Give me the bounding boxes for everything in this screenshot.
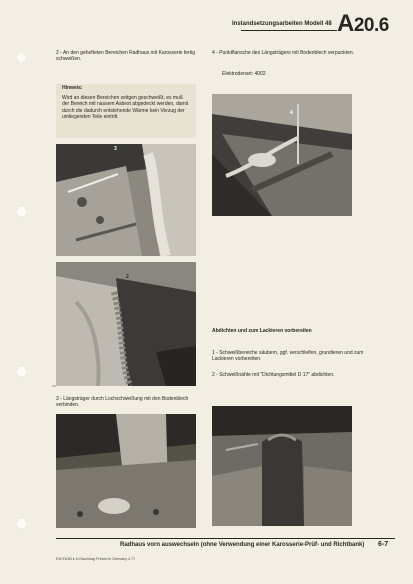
photo-longitudinal-member [212,94,352,216]
step-3-text: 3 - Längsträger durch Lochschweißung mit den Bodenblech verbinden. [56,396,189,409]
note-body: Wird an diesen Bereichen zeitgen geschweißt, es muß der Bereich mit nassem Asbest abgedeckt werden, damit durch die dadurch entstehende Wärme kein Verzug der umliegenden Teile eintritt. [62,95,189,121]
sealing-heading: Abdichten und zum Lackieren vorbereiten [212,328,312,334]
punch-hole [16,366,27,377]
punch-hole [16,52,27,63]
footer-title: Radhaus vorn auswechseln (ohne Verwendung einer Karosserie-Prüf- und Richtbank) [120,542,365,548]
header-rule [241,30,337,31]
note-heading: Hinweis: [62,85,83,91]
footer-rule [56,538,395,539]
punch-hole [16,206,27,217]
page-number: 6-7 [378,541,389,548]
photo-callout-label: 3 [114,146,117,152]
photo-wheelhouse-seam [56,262,196,386]
step-2-text: 2 - An den gehefteten Bereichen Radhaus mit Karosserie fertig schweißen. [56,50,195,63]
sealing-item-2: 2 - Schweißnähte mit "Dichtungsmittel D 17" abdichten. [212,372,335,378]
photo-wheelhouse-welding [56,144,196,256]
section-code-letter: A [337,10,354,37]
punch-hole [16,518,27,529]
photo-wheelhouse-welding-graphic [56,144,196,256]
print-code: EW-FA3B ♦ 10.Nachtrag Printed in Germany 4.77 [56,557,136,561]
photo-longitudinal-member-graphic [212,94,352,216]
step-4-text: 4 - Punktflansche des Längsträgers mit Bodenblech verpunkten. [212,50,355,56]
section-code [337,10,389,38]
margin-mark: AS [52,384,57,388]
sealing-item-1: 1 - Schweißbereiche säubern, ggf. verschleifen, grundieren und zum Lackieren vorbereiten. [212,350,364,363]
photo-plug-welding [56,414,196,528]
photo-sealed-wheelhouse [212,406,352,526]
photo-callout-label: 2 [126,274,129,280]
photo-sealed-wheelhouse-graphic [212,406,352,526]
photo-wheelhouse-seam-graphic [56,262,196,386]
photo-callout-label: 4 [290,110,293,116]
section-code-number: 20.6 [353,15,389,36]
photo-plug-welding-graphic [56,414,196,528]
step-4-electrode: Elektrodenart: 4002 [222,71,266,77]
header-title: Instandsetzungsarbeiten Modell 48 [232,21,332,27]
